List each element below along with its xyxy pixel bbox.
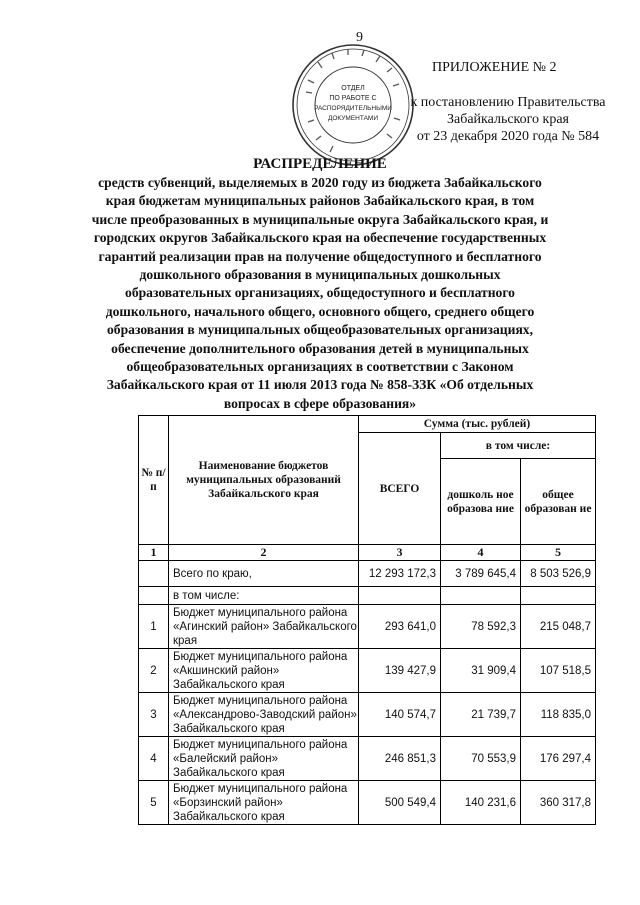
distribution-table bbox=[138, 415, 596, 825]
total-row bbox=[139, 561, 596, 587]
document-title: РАСПРЕДЕЛЕНИЕ bbox=[253, 156, 387, 172]
table-row bbox=[139, 693, 596, 737]
header-name: Наименование бюджетов муниципальных образований Забайкальского края bbox=[169, 416, 359, 545]
total-row-general: 8 503 526,9 bbox=[521, 561, 596, 587]
table-row bbox=[139, 649, 596, 693]
document-subtitle: средств субвенций, выделяемых в 2020 году из бюджета Забайкальского края бюджетам муниципальных районов Забайкальского края, в том числе преобразованных в муниципальные округа Забайкальского края, и городских округов Забайкальского края на обеспечение государственных гарантий реализации прав на получение общедоступного и бесплатного дошкольного образования в муниципальных дошкольных образовательных организациях, общедоступного и бесплатного дошкольного, начального общего, основного общего, среднего общего образования в муниципальных общеобразовательных организациях, обеспечение дополнительного образования детей в муниципальных общеобразовательных организациях в соответствии с Законом Забайкальского края от 11 июля 2013 года № 858-ЗЗК «Об отдельных вопросах в сфере образования» bbox=[91, 175, 549, 411]
row-general: 107 518,5 bbox=[521, 649, 596, 693]
header-total: ВСЕГО bbox=[359, 433, 441, 545]
total-row-preschool: 3 789 645,4 bbox=[441, 561, 521, 587]
row-preschool: 78 592,3 bbox=[441, 605, 521, 649]
header-general: общее образован ие bbox=[521, 459, 596, 545]
header-including: в том числе: bbox=[441, 433, 596, 459]
row-name: Бюджет муниципального района «Акшинский район» Забайкальского края bbox=[169, 649, 359, 693]
appendix-label: ПРИЛОЖЕНИЕ № 2 bbox=[432, 60, 557, 75]
row-preschool: 21 739,7 bbox=[441, 693, 521, 737]
row-name: Бюджет муниципального района «Балейский район» Забайкальского края bbox=[169, 737, 359, 781]
seal-line-2: ПО РАБОТЕ С bbox=[329, 95, 377, 102]
row-index: 3 bbox=[139, 693, 169, 737]
row-name: Бюджет муниципального района «Александрово-Заводский район» Забайкальского края bbox=[169, 693, 359, 737]
col-num-3: 3 bbox=[359, 545, 441, 561]
row-index: 5 bbox=[139, 781, 169, 825]
page-number: 9 bbox=[356, 30, 363, 45]
row-name: Бюджет муниципального района «Агинский район» Забайкальского края bbox=[169, 605, 359, 649]
row-index: 4 bbox=[139, 737, 169, 781]
seal-line-1: ОТДЕЛ bbox=[341, 85, 365, 92]
row-general: 215 048,7 bbox=[521, 605, 596, 649]
decree-line-2: Забайкальского края bbox=[446, 112, 569, 127]
decree-reference bbox=[398, 94, 618, 145]
table-row bbox=[139, 605, 596, 649]
col-num-5: 5 bbox=[521, 545, 596, 561]
seal-line-3: РАСПОРЯДИТЕЛЬНЫМИ bbox=[314, 105, 392, 112]
row-total: 140 574,7 bbox=[359, 693, 441, 737]
row-total: 293 641,0 bbox=[359, 605, 441, 649]
table-row bbox=[139, 781, 596, 825]
col-num-2: 2 bbox=[169, 545, 359, 561]
total-row-total: 12 293 172,3 bbox=[359, 561, 441, 587]
row-total: 246 851,3 bbox=[359, 737, 441, 781]
header-sum: Сумма (тыс. рублей) bbox=[359, 416, 596, 433]
decree-line-1: к постановлению Правительства bbox=[410, 95, 606, 110]
row-preschool: 140 231,6 bbox=[441, 781, 521, 825]
row-preschool: 31 909,4 bbox=[441, 649, 521, 693]
row-index: 1 bbox=[139, 605, 169, 649]
header-num: № п/п bbox=[139, 416, 169, 545]
row-general: 176 297,4 bbox=[521, 737, 596, 781]
row-general: 118 835,0 bbox=[521, 693, 596, 737]
row-total: 139 427,9 bbox=[359, 649, 441, 693]
including-row-label: в том числе: bbox=[169, 587, 359, 605]
col-num-1: 1 bbox=[139, 545, 169, 561]
row-name: Бюджет муниципального района «Борзинский район» Забайкальского края bbox=[169, 781, 359, 825]
col-num-4: 4 bbox=[441, 545, 521, 561]
decree-line-3: от 23 декабря 2020 года № 584 bbox=[416, 129, 600, 144]
seal-line-4: ДОКУМЕНТАМИ bbox=[327, 115, 379, 122]
row-preschool: 70 553,9 bbox=[441, 737, 521, 781]
table-row bbox=[139, 737, 596, 781]
header-preschool: дошколь ное образова ние bbox=[441, 459, 521, 545]
row-general: 360 317,8 bbox=[521, 781, 596, 825]
row-index: 2 bbox=[139, 649, 169, 693]
total-row-label: Всего по краю, bbox=[169, 561, 359, 587]
row-total: 500 549,4 bbox=[359, 781, 441, 825]
